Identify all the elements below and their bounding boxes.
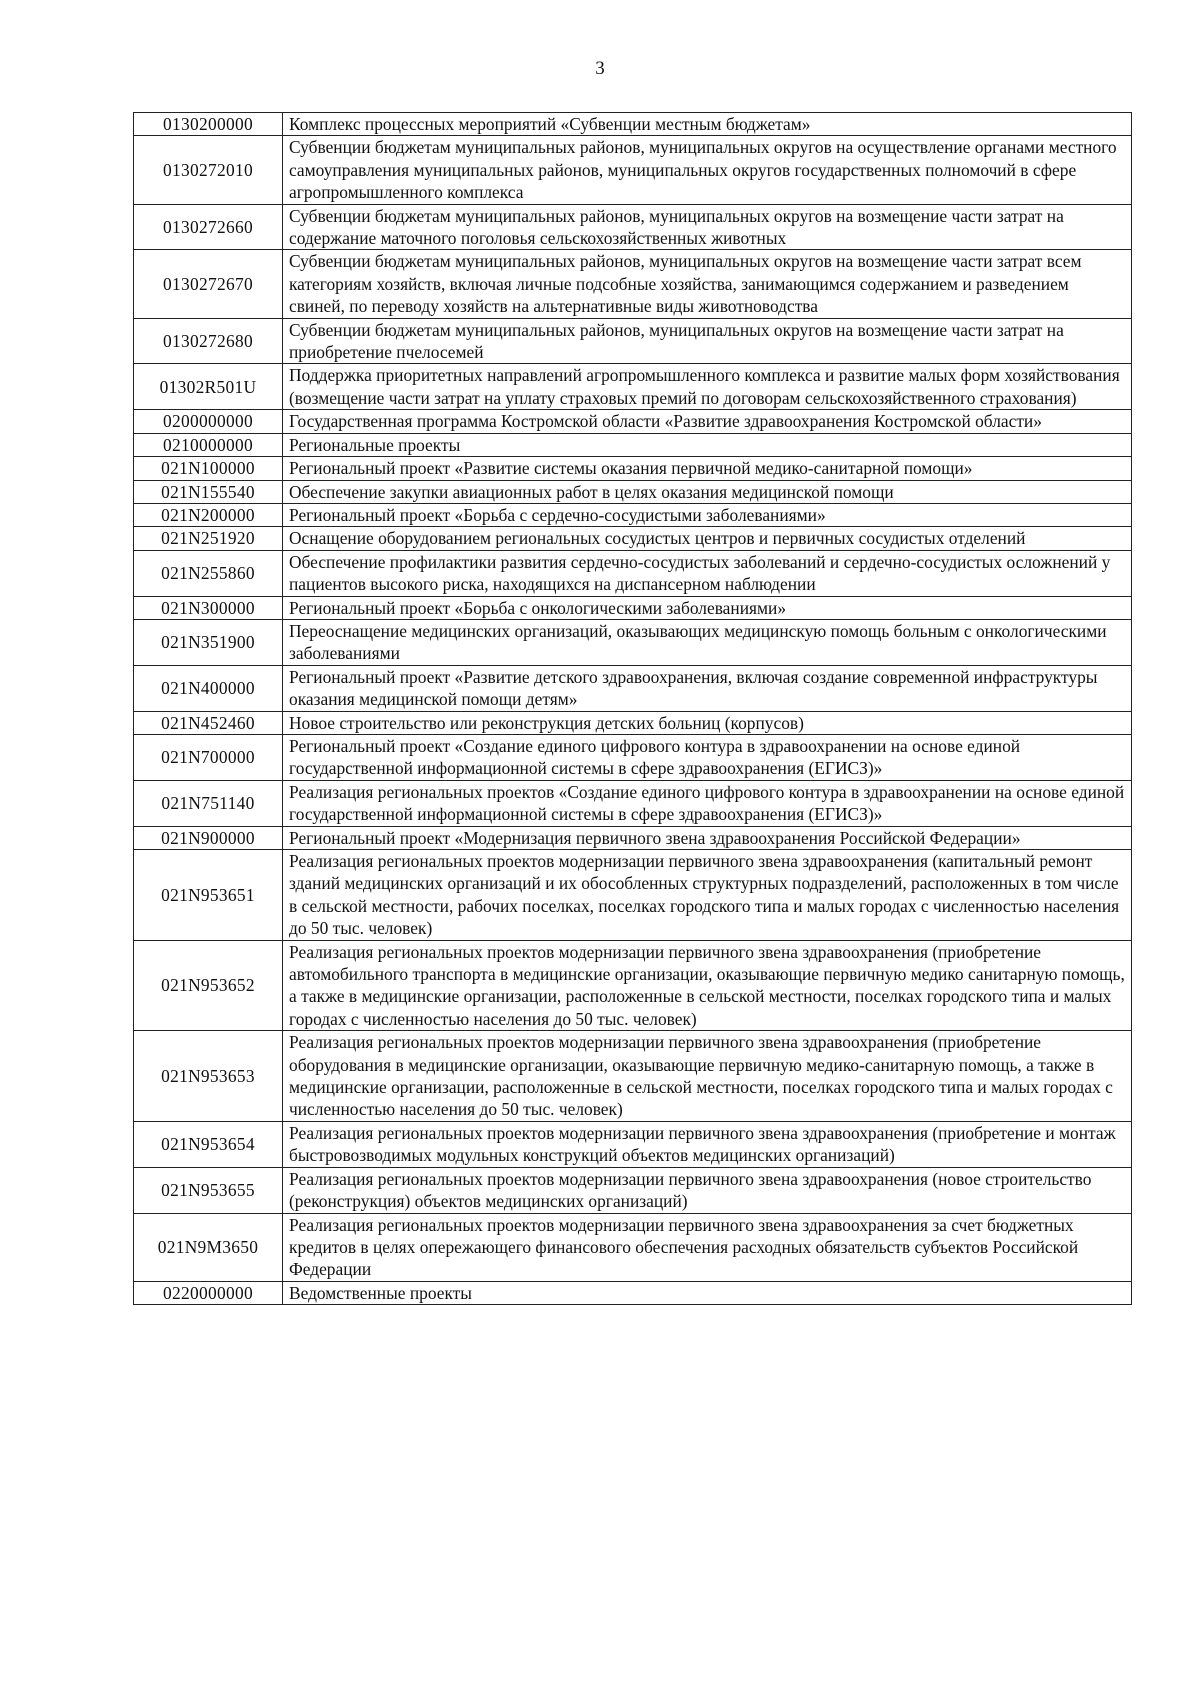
table-row — [134, 204, 1132, 250]
row-code: 021N700000 — [134, 734, 283, 780]
table-row — [134, 1213, 1132, 1281]
row-description: Региональный проект «Создание единого цифрового контура в здравоохранении на основе единой государственной информационной системы в сфере здравоохранения (ЕГИСЗ)» — [283, 734, 1132, 780]
table-row — [134, 596, 1132, 619]
row-description: Оснащение оборудованием региональных сосудистых центров и первичных сосудистых отделений — [283, 527, 1132, 550]
row-code: 021N400000 — [134, 665, 283, 711]
row-description: Региональный проект «Модернизация первичного звена здравоохранения Российской Федерации» — [283, 826, 1132, 849]
table-row — [134, 665, 1132, 711]
table-row — [134, 480, 1132, 503]
row-description: Реализация региональных проектов модернизации первичного звена здравоохранения (приобретение оборудования в медицинские организации, оказывающие первичную медико-санитарную помощь, а также в медицинские организации, расположенные в сельской местности, поселках городского типа и малых городах с численностью населения до 50 тыс. человек) — [283, 1031, 1132, 1122]
row-description: Региональный проект «Развитие системы оказания первичной медико-санитарной помощи» — [283, 457, 1132, 480]
row-code: 021N351900 — [134, 619, 283, 665]
row-description: Новое строительство или реконструкция детских больниц (корпусов) — [283, 711, 1132, 734]
row-code: 021N300000 — [134, 596, 283, 619]
table-row — [134, 457, 1132, 480]
row-code: 021N751140 — [134, 780, 283, 826]
row-code: 021N953652 — [134, 940, 283, 1031]
row-description: Субвенции бюджетам муниципальных районов, муниципальных округов на осуществление органами местного самоуправления муниципальных районов, муниципальных округов государственных полномочий в сфере агропромышленного комплекса — [283, 136, 1132, 204]
row-code: 021N953654 — [134, 1121, 283, 1167]
row-code: 021N200000 — [134, 503, 283, 526]
row-code: 0130272660 — [134, 204, 283, 250]
row-description: Региональный проект «Борьба с сердечно-сосудистыми заболеваниями» — [283, 503, 1132, 526]
row-description: Государственная программа Костромской области «Развитие здравоохранения Костромской области» — [283, 410, 1132, 433]
row-code: 021N953653 — [134, 1031, 283, 1122]
table-row — [134, 410, 1132, 433]
row-description: Реализация региональных проектов модернизации первичного звена здравоохранения (новое строительство (реконструкция) объектов медицинских организаций) — [283, 1167, 1132, 1213]
table-row — [134, 433, 1132, 456]
row-code: 0130200000 — [134, 113, 283, 136]
row-code: 01302R501U — [134, 364, 283, 410]
row-code: 021N155540 — [134, 480, 283, 503]
table-row — [134, 734, 1132, 780]
page-number: 3 — [595, 58, 605, 79]
row-description: Субвенции бюджетам муниципальных районов, муниципальных округов на возмещение части затрат на приобретение пчелосемей — [283, 318, 1132, 364]
row-code: 021N953655 — [134, 1167, 283, 1213]
table-row — [134, 711, 1132, 734]
row-description: Поддержка приоритетных направлений агропромышленного комплекса и развитие малых форм хозяйствования (возмещение части затрат на уплату страховых премий по договорам сельскохозяйственного страхования) — [283, 364, 1132, 410]
row-code: 0220000000 — [134, 1281, 283, 1304]
row-description: Переоснащение медицинских организаций, оказывающих медицинскую помощь больным с онкологическими заболеваниями — [283, 619, 1132, 665]
row-description: Реализация региональных проектов модернизации первичного звена здравоохранения (приобретение и монтаж быстровозводимых модульных конструкций объектов медицинских организаций) — [283, 1121, 1132, 1167]
table-row — [134, 250, 1132, 318]
row-description: Реализация региональных проектов модернизации первичного звена здравоохранения за счет бюджетных кредитов в целях опережающего финансового обеспечения расходных обязательств субъектов Российской Федерации — [283, 1213, 1132, 1281]
table-row — [134, 850, 1132, 941]
table-row — [134, 550, 1132, 596]
row-description: Субвенции бюджетам муниципальных районов, муниципальных округов на возмещение части затрат всем категориям хозяйств, включая личные подсобные хозяйства, занимающимся содержанием и разведением свиней, по переводу хозяйств на альтернативные виды животноводства — [283, 250, 1132, 318]
row-code: 0130272680 — [134, 318, 283, 364]
table-row — [134, 780, 1132, 826]
row-description: Региональный проект «Развитие детского здравоохранения, включая создание современной инфраструктуры оказания медицинской помощи детям» — [283, 665, 1132, 711]
table-row — [134, 826, 1132, 849]
row-description: Реализация региональных проектов модернизации первичного звена здравоохранения (приобретение автомобильного транспорта в медицинские организации, оказывающие первичную медико санитарную помощь, а также в медицинские организации, расположенные в сельской местности, поселках городского типа и малых городах с численностью населения до 50 тыс. человек) — [283, 940, 1132, 1031]
row-description: Ведомственные проекты — [283, 1281, 1132, 1304]
row-description: Реализация региональных проектов модернизации первичного звена здравоохранения (капитальный ремонт зданий медицинских организаций и их обособленных структурных подразделений, расположенных в том числе в сельской местности, рабочих поселках, поселках городского типа и малых городах с численностью населения до 50 тыс. человек) — [283, 850, 1132, 941]
row-description: Реализация региональных проектов «Создание единого цифрового контура в здравоохранении на основе единой государственной информационной системы в сфере здравоохранения (ЕГИСЗ)» — [283, 780, 1132, 826]
row-code: 021N9M3650 — [134, 1213, 283, 1281]
row-code: 021N900000 — [134, 826, 283, 849]
row-code: 0130272670 — [134, 250, 283, 318]
table-row — [134, 619, 1132, 665]
row-code: 021N251920 — [134, 527, 283, 550]
row-code: 021N255860 — [134, 550, 283, 596]
row-description: Региональные проекты — [283, 433, 1132, 456]
row-code: 021N100000 — [134, 457, 283, 480]
table-row — [134, 1031, 1132, 1122]
row-code: 0200000000 — [134, 410, 283, 433]
table-row — [134, 364, 1132, 410]
row-description: Региональный проект «Борьба с онкологическими заболеваниями» — [283, 596, 1132, 619]
table-row — [134, 1167, 1132, 1213]
table-row — [134, 503, 1132, 526]
row-code: 021N452460 — [134, 711, 283, 734]
row-description: Обеспечение закупки авиационных работ в целях оказания медицинской помощи — [283, 480, 1132, 503]
row-code: 0210000000 — [134, 433, 283, 456]
table-row — [134, 318, 1132, 364]
row-code: 0130272010 — [134, 136, 283, 204]
row-code: 021N953651 — [134, 850, 283, 941]
table-row — [134, 113, 1132, 136]
table-row — [134, 940, 1132, 1031]
table-row — [134, 136, 1132, 204]
table-row — [134, 527, 1132, 550]
table-row — [134, 1281, 1132, 1304]
row-description: Комплекс процессных мероприятий «Субвенции местным бюджетам» — [283, 113, 1132, 136]
row-description: Субвенции бюджетам муниципальных районов, муниципальных округов на возмещение части затрат на содержание маточного поголовья сельскохозяйственных животных — [283, 204, 1132, 250]
row-description: Обеспечение профилактики развития сердечно-сосудистых заболеваний и сердечно-сосудистых осложнений у пациентов высокого риска, находящихся на диспансерном наблюдении — [283, 550, 1132, 596]
budget-codes-table — [133, 112, 1132, 1305]
table-row — [134, 1121, 1132, 1167]
